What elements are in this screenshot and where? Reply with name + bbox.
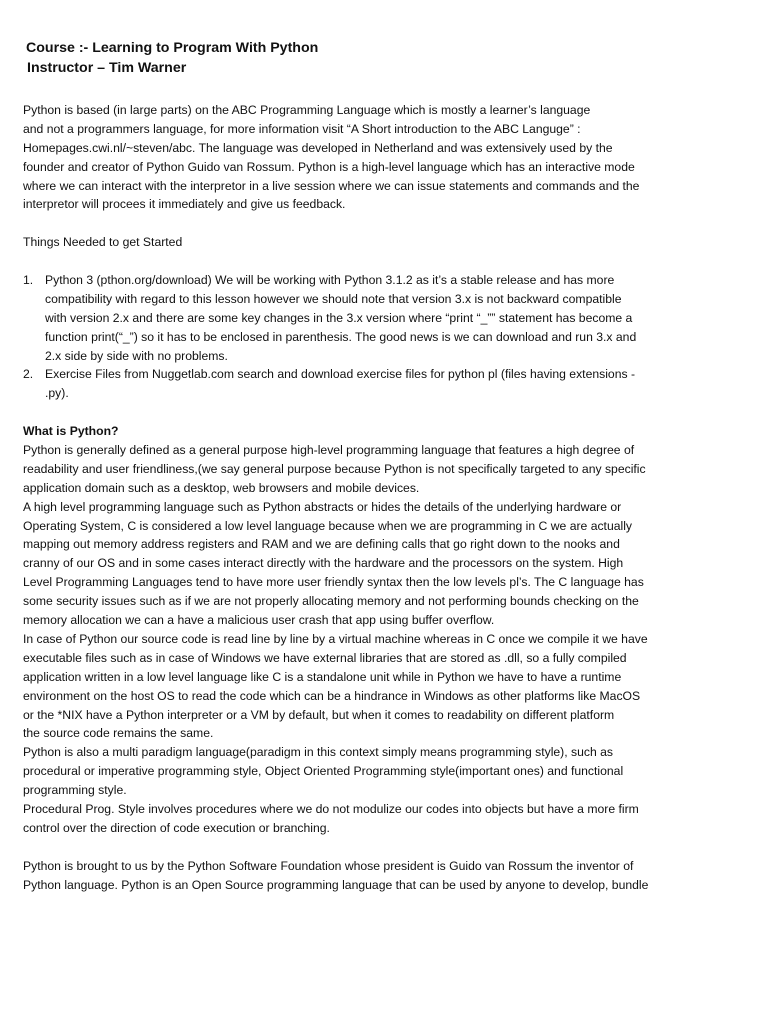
text-line: memory allocation we can a have a malicious user crash that app using buffer overflow. — [23, 613, 495, 628]
text-line: control over the direction of code execution or branching. — [23, 820, 330, 835]
text-line: function print(“_”) so it has to be enclosed in parenthesis. The good news is we can download and run 3.x and — [45, 329, 637, 344]
text-line: Homepages.cwi.nl/~steven/abc. The language was developed in Netherland and was extensively used by the — [23, 140, 613, 155]
text-line: with version 2.x and there are some key changes in the 3.x version where “print “_”” statement has become a — [45, 310, 633, 325]
text-line: mapping out memory address registers and RAM and we are defining calls that go right down to the nooks and — [23, 537, 620, 552]
text-line: .py). — [45, 386, 69, 401]
intro-paragraph — [23, 101, 753, 214]
text-line: founder and creator of Python Guido van Rossum. Python is a high-level language which has an interactive mode — [23, 159, 635, 174]
text-line: cranny of our OS and in some cases interact directly with the hardware and the processors on the system. High — [23, 556, 624, 571]
list-item — [23, 365, 753, 403]
text-line: or the *NIX have a Python interpreter or a VM by default, but when it comes to readability on different platform — [23, 707, 615, 722]
text-line: A high level programming language such as Python abstracts or hides the details of the underlying hardware or — [23, 499, 622, 514]
text-line: Python language. Python is an Open Source programming language that can be used by anyone to develop, bundle — [23, 877, 649, 892]
text-line: Python is generally defined as a general purpose high-level programming language that features a high degree of — [23, 443, 635, 458]
text-line: Procedural Prog. Style involves procedures where we do not modulize our codes into objects but have a more firm — [23, 801, 639, 816]
text-line: and not a programmers language, for more information visit “A Short introduction to the ABC Languge” : — [23, 121, 581, 136]
text-line: Level Programming Languages tend to have more user friendly syntax then the low levels pl’s. The C language has — [23, 575, 644, 590]
numbered-list — [23, 271, 753, 403]
spacer — [23, 403, 753, 422]
closing-paragraph — [23, 857, 753, 895]
text-line: readability and user friendliness,(we say general purpose because Python is not specifically targeted to any specific — [23, 461, 646, 476]
list-item — [23, 271, 753, 365]
text-line: application domain such as a desktop, web browsers and mobile devices. — [23, 480, 420, 495]
text-line: In case of Python our source code is read line by line by a virtual machine whereas in C once we compile it we have — [23, 631, 648, 646]
instructor-name: Instructor – Tim Warner — [27, 60, 187, 76]
text-line: procedural or imperative programming style, Object Oriented Programming style(important ones) and functional — [23, 764, 624, 779]
list-number: 2. — [23, 367, 34, 382]
text-line: 2.x side by side with no problems. — [45, 348, 228, 363]
spacer — [23, 838, 753, 857]
list-number: 1. — [23, 273, 34, 288]
text-line: Python is brought to us by the Python Software Foundation whose president is Guido van Rossum the inventor of — [23, 858, 634, 873]
text-line: interpretor will procees it immediately and give us feedback. — [23, 197, 346, 212]
text-line: some security issues such as if we are not properly allocating memory and not performing bounds checking on the — [23, 594, 639, 609]
text-line: Python 3 (pthon.org/download) We will be working with Python 3.1.2 as it’s a stable release and has more — [45, 273, 615, 288]
text-line: Exercise Files from Nuggetlab.com search and download exercise files for python pl (files having extensions - — [45, 367, 636, 382]
text-line: application written in a low level language like C is a standalone unit while in Python we have to have a runtime — [23, 669, 622, 684]
things-needed-heading: Things Needed to get Started — [23, 235, 183, 250]
what-is-python-heading: What is Python? — [23, 424, 119, 439]
document-header — [26, 38, 746, 78]
spacer — [23, 214, 753, 233]
spacer — [23, 252, 753, 271]
document-body — [23, 101, 753, 894]
what-is-python-section — [23, 441, 753, 838]
text-line: environment on the host OS to read the code which can be a hindrance in Windows as other platforms like MacOS — [23, 688, 641, 703]
text-line: the source code remains the same. — [23, 726, 214, 741]
text-line: where we can interact with the interpretor in a live session where we can issue statements and commands and the — [23, 178, 640, 193]
text-line: Python is also a multi paradigm language(paradigm in this context simply means programming style), such as — [23, 745, 614, 760]
text-line: executable files such as in case of Windows we have external libraries that are stored as .dll, so a fully compiled — [23, 650, 627, 665]
course-title: Course :- Learning to Program With Python — [26, 40, 319, 56]
text-line: compatibility with regard to this lesson however we should note that version 3.x is not backward compatible — [45, 291, 622, 306]
text-line: Python is based (in large parts) on the ABC Programming Language which is mostly a learner’s language — [23, 103, 591, 117]
text-line: programming style. — [23, 783, 127, 798]
text-line: Operating System, C is considered a low level language because when we are programming in C we are actually — [23, 518, 633, 533]
